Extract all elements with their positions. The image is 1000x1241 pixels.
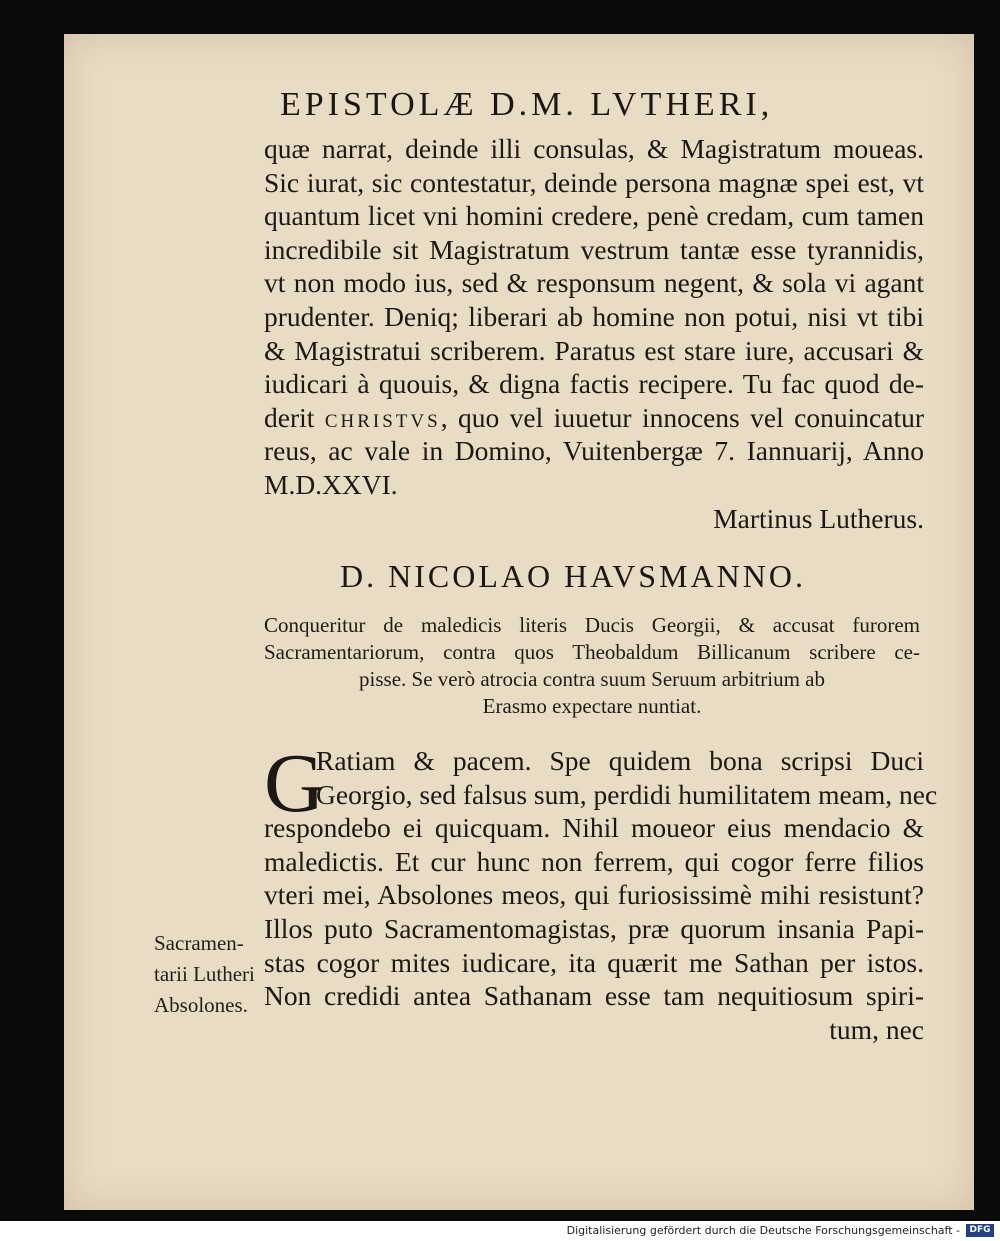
text-line: stas cogor mites iudicare, ita quærit me Sathan per istos. (264, 946, 924, 978)
text-line: respondebo ei quicquam. Nihil moueor eius mendacio & (264, 812, 924, 844)
signature: Martinus Lutherus. (713, 502, 924, 534)
running-head: EPISTOLÆ D.M. LVTHERI, (280, 86, 774, 123)
summary-line: Sacramentariorum, contra quos Theobaldum Billicanum scribere ce- (264, 640, 920, 664)
letter-summary (264, 612, 920, 720)
margin-note-line: Absolones. (154, 993, 248, 1017)
drop-cap: G (264, 737, 325, 830)
text-line: quæ narrat, deinde illi consulas, & Magistratum moueas. (264, 133, 924, 164)
text-line: iudicari à quouis, & digna factis recipere. Tu fac quod de- (264, 368, 924, 400)
text-line: vt non modo ius, sed & responsum negent, & sola vi agant (264, 267, 924, 299)
text-line: quantum licet vni homini credere, penè credam, cum tamen (264, 200, 924, 232)
text-line: Non credidi antea Sathanam esse tam nequitiosum spiri- (264, 980, 924, 1012)
margin-note-line: tarii Lutheri (154, 962, 255, 986)
digitization-footer (0, 1221, 1000, 1241)
letter-luther-text (264, 132, 924, 535)
text-line: Sic iurat, sic contestatur, deinde persona magnæ spei est, vt (264, 166, 924, 198)
text-line: Ratiam & pacem. Spe quidem bona scripsi Duci (316, 745, 924, 776)
text-line: vteri mei, Absolones meos, qui furiosissimè mihi resistunt? (264, 879, 924, 911)
summary-line: Erasmo expectare nuntiat. (482, 694, 702, 718)
text-fragment: derit (264, 401, 325, 433)
dfg-logo-icon[interactable]: DFG (966, 1224, 994, 1237)
date-line: M.D.XXVI. (264, 468, 398, 500)
letter-heading: D. NICOLAO HAVSMANNO. (340, 558, 806, 594)
text-line: prudenter. Deniq; liberari ab homine non potui, nisi vt tibi (264, 300, 924, 332)
summary-line: Conqueritur de maledicis literis Ducis Georgii, & accusat furorem (264, 613, 920, 637)
margin-note (154, 928, 262, 1021)
letter-hausmann-text (264, 737, 938, 1046)
text-line: reus, ac vale in Domino, Vuitenbergæ 7. Iannuarij, Anno (264, 435, 924, 467)
text-line (264, 401, 924, 435)
text-line: incredibile sit Magistratum vestrum tantæ esse tyrannidis, (264, 233, 924, 265)
text-line: Illos puto Sacramentomagistas, præ quorum insania Papi- (264, 912, 924, 944)
catchword-line: tum, nec (829, 1013, 924, 1045)
footer-credit: Digitalisierung gefördert durch die Deutsche Forschungsgemeinschaft - (566, 1224, 960, 1237)
text-fragment: , quo vel iuuetur innocens vel conuincatur (440, 401, 924, 433)
margin-note-line: Sacramen- (154, 931, 244, 955)
text-line: Georgio, sed falsus sum, perdidi humilitatem meam, nec (316, 778, 938, 810)
text-line: maledictis. Et cur hunc non ferrem, qui cogor ferre filios (264, 845, 924, 877)
text-line: & Magistratui scriberem. Paratus est stare iure, accusari & (264, 334, 924, 366)
summary-line: pisse. Se verò atrocia contra suum Seruum arbitrium ab (359, 667, 825, 691)
small-caps-name: CHRISTVS (324, 410, 441, 432)
